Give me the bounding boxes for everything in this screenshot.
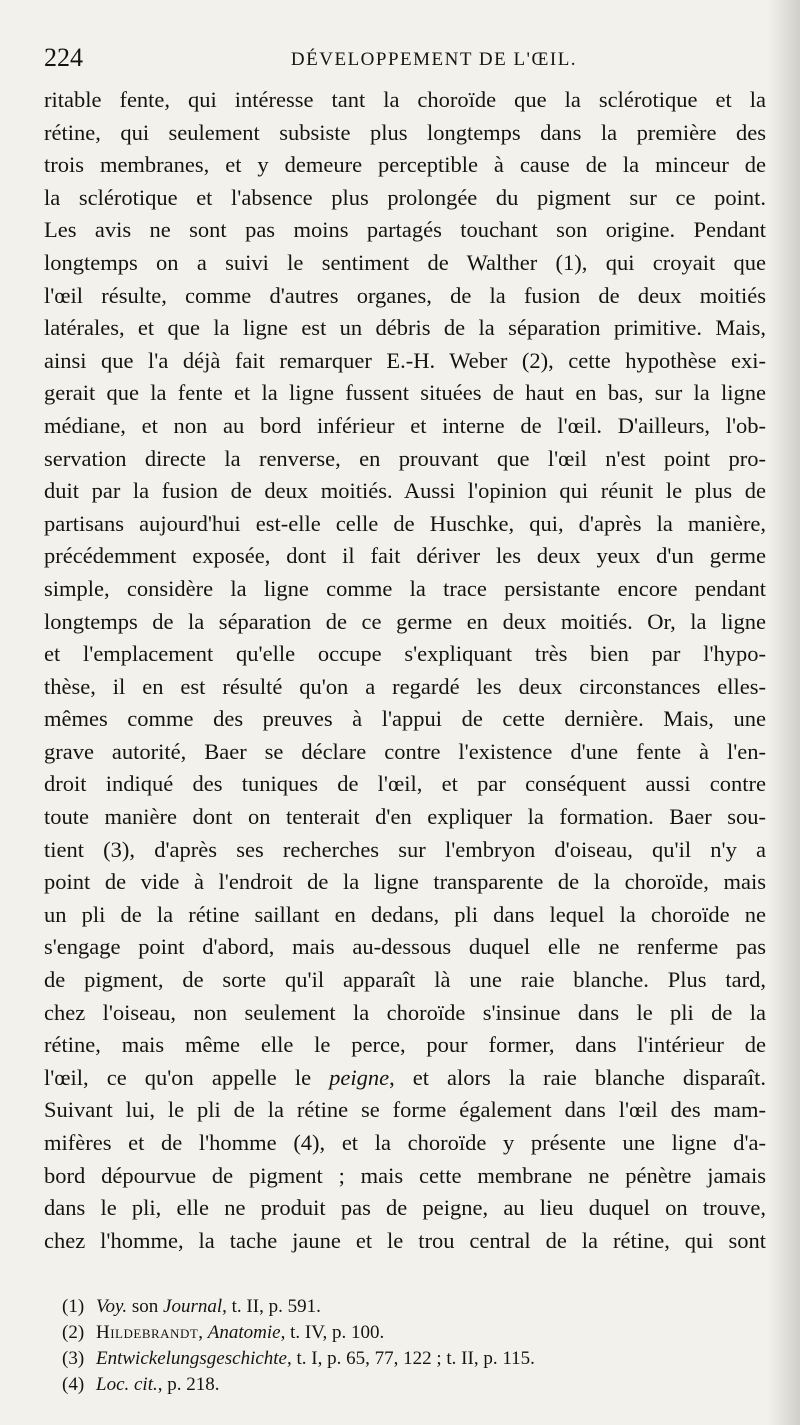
text-line: médiane, et non au bord inférieur et interne de l'œil. D'ailleurs, l'ob- bbox=[44, 412, 766, 438]
text-line: ainsi que l'a déjà fait remarquer E.-H. Weber (2), cette hypothèse exi- bbox=[44, 347, 766, 373]
page-number: 224 bbox=[44, 43, 83, 72]
footnotes bbox=[62, 1294, 622, 1398]
text-line: de pigment, de sorte qu'il apparaît là une raie blanche. Plus tard, bbox=[44, 967, 766, 993]
text-line: toute manière dont on tenterait d'en expliquer la formation. Baer sou- bbox=[44, 804, 766, 830]
text-line: gerait que la fente et la ligne fussent situées de haut en bas, sur la ligne bbox=[44, 380, 766, 406]
text-line: trois membranes, et y demeure perceptible à cause de la minceur de bbox=[44, 152, 766, 178]
footnote-text: Hildebrandt bbox=[96, 1322, 199, 1343]
text-line: longtemps on a suivi le sentiment de Walther (1), qui croyait que bbox=[44, 249, 766, 275]
text-line: chez l'homme, la tache jaune et le trou central de la rétine, qui sont bbox=[44, 1227, 766, 1253]
text-line: simple, considère la ligne comme la trace persistante encore pendant bbox=[44, 575, 766, 601]
footnote-number: (2) bbox=[62, 1322, 85, 1343]
footnote-text: Voy. bbox=[96, 1296, 128, 1317]
text-line: longtemps de la séparation de ce germe en deux moitiés. Or, la ligne bbox=[44, 608, 766, 634]
running-title: DÉVELOPPEMENT DE L'ŒIL. bbox=[290, 49, 578, 70]
footnote-text: , t. II, p. 591. bbox=[222, 1296, 321, 1317]
footnote-text: Journal bbox=[163, 1296, 223, 1317]
text-line: tient (3), d'après ses recherches sur l'embryon d'oiseau, qu'il n'y a bbox=[44, 836, 766, 862]
text-line: duit par la fusion de deux moitiés. Aussi l'opinion qui réunit le plus de bbox=[44, 478, 766, 504]
text-line: bord dépourvue de pigment ; mais cette membrane ne pénètre jamais bbox=[44, 1162, 766, 1188]
text-line: grave autorité, Baer se déclare contre l'existence d'une fente à l'en- bbox=[44, 738, 766, 764]
body-text bbox=[44, 84, 766, 1257]
text-line: Les avis ne sont pas moins partagés touchant son origine. Pendant bbox=[44, 217, 766, 243]
text-line: mêmes comme des preuves à l'appui de cette dernière. Mais, une bbox=[44, 706, 766, 732]
text-line: Suivant lui, le pli de la rétine se forme également dans l'œil des mam- bbox=[44, 1097, 766, 1123]
footnote-text: Entwickelungsgeschichte bbox=[96, 1348, 287, 1369]
text-line: rétine, mais même elle le perce, pour former, dans l'intérieur de bbox=[44, 1032, 766, 1058]
footnote-text: Loc. cit. bbox=[96, 1374, 158, 1395]
text-line: point de vide à l'endroit de la ligne transparente de la choroïde, mais bbox=[44, 869, 766, 895]
footnote-number: (3) bbox=[62, 1348, 85, 1369]
footnote-text: , t. IV, p. 100. bbox=[280, 1322, 385, 1343]
page-edge-shadow bbox=[768, 0, 800, 1425]
text-line: la sclérotique et l'absence plus prolongée du pigment sur ce point. bbox=[44, 184, 766, 210]
footnote-number: (4) bbox=[62, 1374, 85, 1395]
footnote-text: , t. I, p. 65, 77, 122 ; t. II, p. 115. bbox=[287, 1348, 535, 1369]
text-line: mifères et de l'homme (4), et la choroïde y présente une ligne d'a- bbox=[44, 1130, 766, 1155]
footnote bbox=[62, 1372, 622, 1398]
text-line: latérales, et que la ligne est un débris de la séparation primitive. Mais, bbox=[44, 315, 766, 341]
text-line: et l'emplacement qu'elle occupe s'expliquant très bien par l'hypo- bbox=[44, 641, 766, 667]
text-line: rétine, qui seulement subsiste plus longtemps dans la première des bbox=[44, 119, 766, 145]
footnote bbox=[62, 1294, 622, 1320]
text-line: servation directe la renverse, en prouvant que l'œil n'est point pro- bbox=[44, 445, 766, 471]
page-header bbox=[44, 40, 764, 76]
text-line: dans le pli, elle ne produit pas de peigne, au lieu duquel on trouve, bbox=[44, 1195, 766, 1221]
text-line: chez l'oiseau, non seulement la choroïde s'insinue dans le pli de la bbox=[44, 999, 766, 1025]
footnote-text: , p. 218. bbox=[157, 1374, 220, 1395]
text-line: un pli de la rétine saillant en dedans, pli dans lequel la choroïde ne bbox=[44, 901, 766, 927]
footnote-number: (1) bbox=[62, 1296, 85, 1317]
footnote-text: , bbox=[198, 1322, 208, 1343]
footnote bbox=[62, 1320, 622, 1346]
footnote-text: Anatomie bbox=[207, 1322, 281, 1343]
text-line: précédemment exposée, dont il fait dériver les deux yeux d'un germe bbox=[44, 543, 766, 569]
footnote bbox=[62, 1346, 622, 1372]
text-line: droit indiqué des tuniques de l'œil, et par conséquent aussi contre bbox=[44, 771, 766, 797]
text-line: l'œil, ce qu'on appelle le peigne, et alors la raie blanche disparaît. bbox=[44, 1064, 766, 1090]
text-line: partisans aujourd'hui est-elle celle de Huschke, qui, d'après la manière, bbox=[44, 510, 766, 536]
text-line: l'œil résulte, comme d'autres organes, de la fusion de deux moitiés bbox=[44, 282, 766, 308]
text-line: ritable fente, qui intéresse tant la choroïde que la sclérotique et la bbox=[44, 87, 766, 112]
text-line: thèse, il en est résulté qu'on a regardé les deux circonstances elles- bbox=[44, 673, 766, 699]
text-line: s'engage point d'abord, mais au-dessous duquel elle ne renferme pas bbox=[44, 934, 766, 960]
footnote-text: son bbox=[127, 1296, 164, 1317]
